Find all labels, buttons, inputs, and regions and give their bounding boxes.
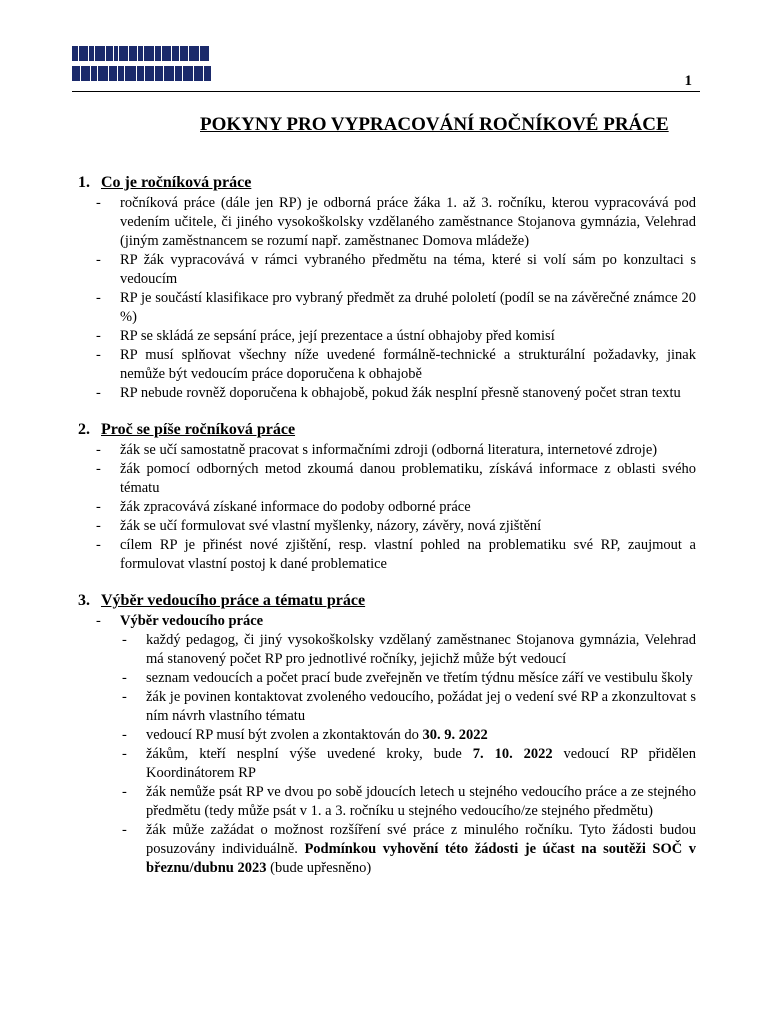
section-3 (0, 590, 770, 878)
list-item: - RP je součástí klasifikace pro vybraný předmět za druhé pololetí (podíl se na závěrečné známce 20 %) (120, 289, 696, 327)
list-item: - žák se učí formulovat své vlastní myšlenky, názory, závěry, nová zjištění (120, 517, 696, 536)
bullet-list (0, 194, 770, 403)
school-logo (72, 44, 206, 86)
list-item: - žák může zažádat o možnost rozšíření své práce z minulého ročníku. Tyto žádosti budou posuzovány individuálně. Podmínkou vyhovění této žádosti je účast na soutěži SOČ v březnu/dubnu 2023 (bude upřesněno) (146, 821, 696, 878)
list-item: - vedoucí RP musí být zvolen a zkontaktován do 30. 9. 2022 (146, 726, 696, 745)
section-heading: 2. Proč se píše ročníková práce (78, 421, 296, 438)
list-item: - RP musí splňovat všechny níže uvedené formálně-technické a strukturální požadavky, jinak nemůže být vedoucím práce doporučena k obhajobě (120, 346, 696, 384)
section-2 (0, 419, 770, 574)
header-divider (72, 91, 700, 92)
list-item: - žák zpracovává získané informace do podoby odborné práce (120, 498, 696, 517)
section-heading: 3. Výběr vedoucího práce a tématu práce (78, 592, 366, 609)
list-item: - RP se skládá ze sepsání práce, její prezentace a ústní obhajoby před komisí (120, 327, 696, 346)
document-body (0, 172, 770, 878)
list-item: - ročníková práce (dále jen RP) je odborná práce žáka 1. až 3. ročníku, kterou vypracovává pod vedením učitele, či jiného vysokoškolsky vzdělaného zaměstnance Stojanova gymnázia, Velehrad (jiným zaměstnancem se rozumí např. zaměstnanec Domova mládeže) (120, 194, 696, 251)
condition-text: Podmínkou vyhovění této žádosti je účast na soutěži SOČ v březnu/dubnu 2023 (146, 841, 696, 876)
section-1 (0, 172, 770, 403)
bullet-list (0, 441, 770, 574)
document-title: POKYNY PRO VYPRACOVÁNÍ ROČNÍKOVÉ PRÁCE (200, 114, 669, 135)
assignment-date: 7. 10. 2022 (472, 746, 553, 762)
bullet-list (0, 612, 770, 878)
list-item: - žák nemůže psát RP ve dvou po sobě jdoucích letech u stejného vedoucího práce a ze stejného předmětu (tedy může psát v 1. a 3. ročníku u stejného vedoucího/ze stejného předmětu) (146, 783, 696, 821)
list-item: - žák pomocí odborných metod zkoumá danou problematiku, získává informace z oblasti svého tématu (120, 460, 696, 498)
list-item: - každý pedagog, či jiný vysokoškolsky vzdělaný zaměstnanec Stojanova gymnázia, Velehrad má stanovený počet RP pro jednotlivé ročníky, jejichž může být vedoucí (146, 631, 696, 669)
list-item (120, 612, 696, 878)
subsection-heading: Výběr vedoucího práce (120, 613, 264, 629)
list-item: - žákům, kteří nesplní výše uvedené kroky, bude 7. 10. 2022 vedoucí RP přidělen Koordinátorem RP (146, 745, 696, 783)
page-number: 1 (684, 73, 692, 89)
list-item: - seznam vedoucích a počet prací bude zveřejněn ve třetím týdnu měsíce září ve vestibulu školy (146, 669, 696, 688)
deadline-date: 30. 9. 2022 (422, 727, 488, 743)
list-item: - RP žák vypracovává v rámci vybraného předmětu na téma, které si volí sám po konzultaci s vedoucím (120, 251, 696, 289)
list-item: - cílem RP je přinést nové zjištění, resp. vlastní pohled na problematiku své RP, zaujmout a formulovat vlastní postoj k dané problematice (120, 536, 696, 574)
list-item: - RP nebude rovněž doporučena k obhajobě, pokud žák nesplní přesně stanovený počet stran textu (120, 384, 696, 403)
nested-bullet-list (120, 631, 696, 878)
section-heading: 1. Co je ročníková práce (78, 174, 252, 191)
list-item: - žák je povinen kontaktovat zvoleného vedoucího, požádat jej o vedení své RP a zkonzultovat s ním návrh vlastního tématu (146, 688, 696, 726)
list-item: - žák se učí samostatně pracovat s informačními zdroji (odborná literatura, internetové zdroje) (120, 441, 696, 460)
